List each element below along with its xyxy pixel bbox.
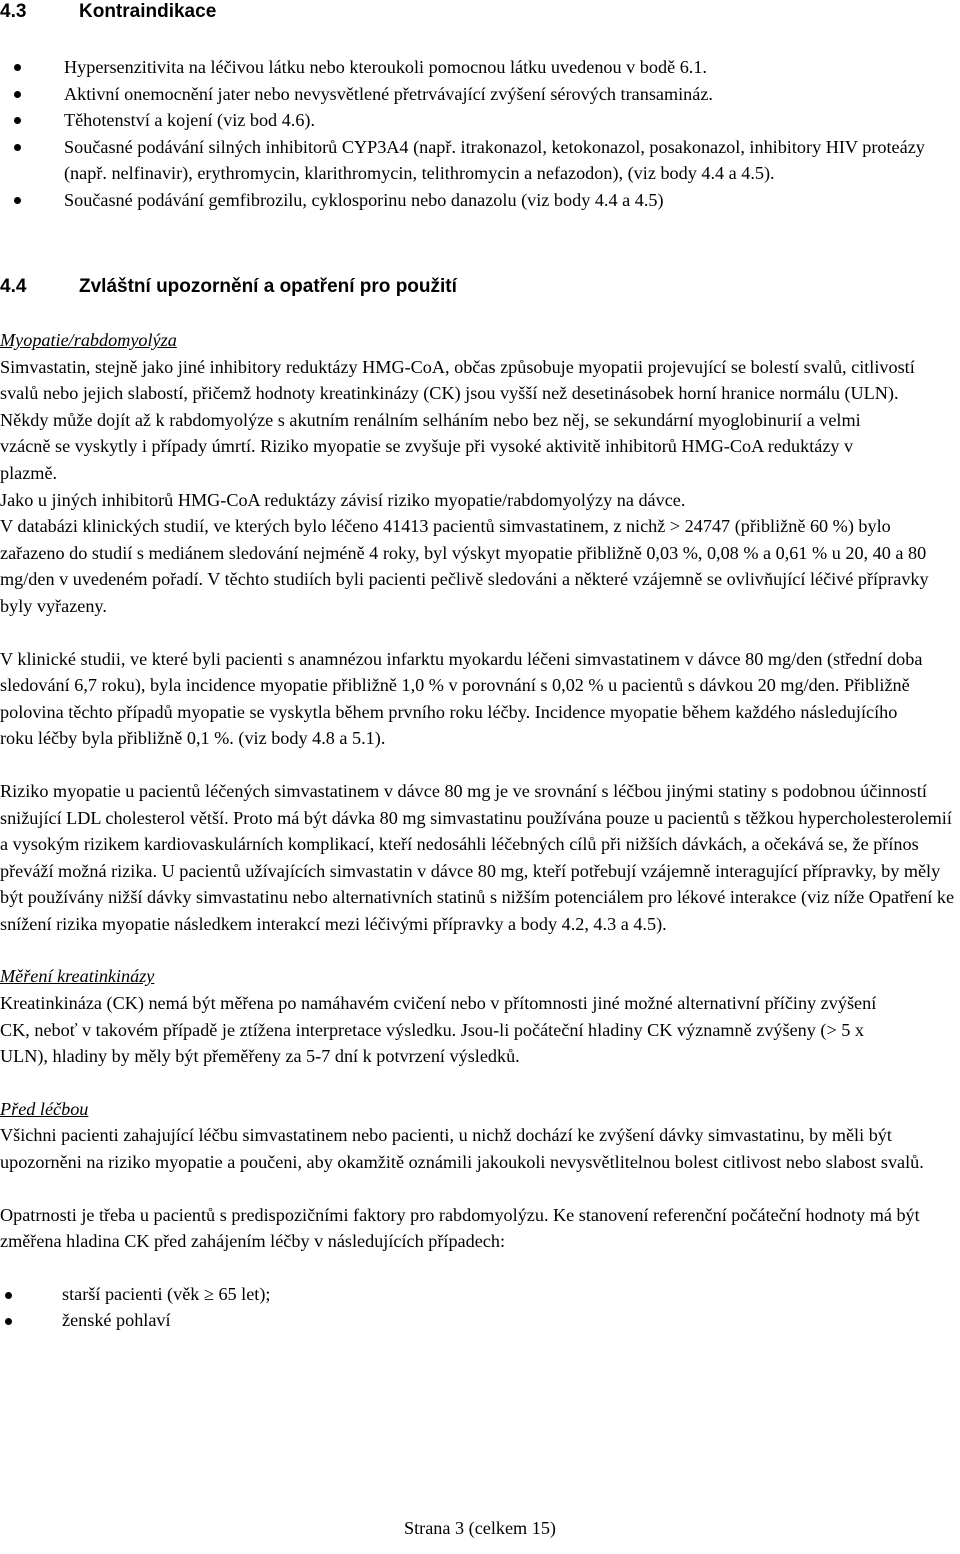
before-treatment-block: [0, 1096, 950, 1334]
paragraph: Opatrnosti je třeba u pacientů s predispozičními faktory pro rabdomyolýzu. Ke stanovení referenční počáteční hodnoty má být změřena hladina CK před zahájením léčby v následujících případech:: [0, 1204, 920, 1252]
risk-factor-list: [0, 1281, 950, 1334]
paragraph: Riziko myopatie u pacientů léčených simvastatinem v dávce 80 mg je ve srovnání s léčbou jinými statiny s podobnou účinností snižující LDL cholesterol větší. Proto má být dávka 80 mg simvastatinu používána pouze u pacientů s těžkou hypercholesterolemií a vysokým rizikem kardiovaskulárních komplikací, kteří nedosáhli léčebných cílů při nižších dávkách, a očekává se, že přínos převáží možná rizika. U pacientů užívajících simvastatin v dávce 80 mg, kteří potřebují vzájemně interagující přípravky, by měly být používány nižší dávky simvastatinu nebo alternativních statinů s nižším potenciálem pro lékové interakce (viz níže Opatření ke snížení rizika myopatie následkem interakcí mezi léčivými přípravky a body 4.2, 4.3 a 4.5).: [0, 780, 955, 934]
list-item: Hypersenzitivita na léčivou látku nebo kteroukoli pomocnou látku uvedenou v bodě 6.1.: [0, 54, 950, 81]
section-heading: [0, 275, 960, 299]
ck-measurement-block: [0, 963, 900, 1069]
section-4-4: [0, 275, 960, 1334]
list-item: Současné podávání silných inhibitorů CYP3A4 (např. itrakonazol, ketokonazol, posakonazol, inhibitory HIV proteázy (např. nelfinavir), erythromycin, klarithromycin, telithromycin a nefazodon), (viz body 4.4 a 4.5).: [0, 134, 950, 187]
paragraph: Kreatinkináza (CK) nemá být měřena po namáhavém cvičení nebo v přítomnosti jiné možné alternativní příčiny zvýšení CK, neboť v takovém případě je ztížena interpretace výsledku. Jsou-li počáteční hladiny CK významně zvýšeny (> 5 x ULN), hladiny by měly být přeměřeny za 5-7 dní k potvrzení výsledků.: [0, 993, 877, 1067]
section-title: Zvláštní upozornění a opatření pro použití: [79, 276, 457, 297]
subheading: Měření kreatinkinázy: [0, 966, 155, 987]
section-4-3: [0, 0, 960, 214]
paragraph: V klinické studii, ve které byli pacienti s anamnézou infarktu myokardu léčeni simvastatinem v dávce 80 mg/den (střední doba sledování 6,7 roku), byla incidence myopatie přibližně 1,0 % v porovnání s 0,02 % u pacientů s dávkou 20 mg/den. Přibližně polovina těchto případů myopatie se vyskytla během prvního roku léčby. Incidence myopatie během každého následujícího roku léčby byla přibližně 0,1 %. (viz body 4.8 a 5.1).: [0, 648, 923, 749]
paragraph: Jako u jiných inhibitorů HMG-CoA reduktázy závisí riziko myopatie/rabdomyolýzy na dávce.: [0, 489, 686, 510]
list-item: starší pacienti (věk ≥ 65 let);: [0, 1281, 950, 1308]
paragraph: V databázi klinických studií, ve kterých bylo léčeno 41413 pacientů simvastatinem, z nichž > 24747 (přibližně 60 %) bylo zařazeno do studií s mediánem sledování nejméně 4 roky, byl výskyt myopatie přibližně 0,03 %, 0,08 % a 0,61 % u 20, 40 a 80 mg/den v uvedeném pořadí. V těchto studiích byli pacienti pečlivě sledováni a některé vzájemně se ovlivňující léčivé přípravky byly vyřazeny.: [0, 516, 929, 616]
myopathy-block: [0, 327, 955, 937]
list-item: ženské pohlaví: [0, 1307, 950, 1334]
section-number: 4.4: [0, 276, 27, 297]
section-heading: [0, 0, 960, 24]
subheading: Myopatie/rabdomyolýza: [0, 330, 177, 350]
section-number: 4.3: [0, 1, 27, 22]
section-title: Kontraindikace: [79, 1, 217, 22]
list-item: Těhotenství a kojení (viz bod 4.6).: [0, 107, 950, 134]
list-item: Aktivní onemocnění jater nebo nevysvětlené přetrvávající zvýšení sérových transamináz.: [0, 81, 950, 108]
paragraph: Někdy může dojít až k rabdomyolýze s akutním renálním selháním nebo bez něj, se sekundární myoglobinurií a velmi vzácně se vyskytly i případy úmrtí. Riziko myopatie se zvyšuje při vysoké aktivitě inhibitorů HMG-CoA reduktázy v plazmě.: [0, 409, 861, 483]
contraindication-list: [0, 54, 950, 214]
subheading: Před léčbou: [0, 1098, 89, 1119]
paragraph: Simvastatin, stejně jako jiné inhibitory reduktázy HMG-CoA, občas způsobuje myopatii projevující se bolestí svalů, citlivostí svalů nebo jejich slabostí, přičemž hodnoty kreatinkinázy (CK) jsou vyšší než desetinásobek horní hranice normálu (ULN).: [0, 356, 915, 404]
page-footer: Strana 3 (celkem 15): [403, 1518, 556, 1538]
paragraph: Všichni pacienti zahajující léčbu simvastatinem nebo pacienti, u nichž dochází ke zvýšení dávky simvastatinu, by měli být upozorněni na riziko myopatie a poučeni, aby okamžitě oznámili jakoukoli nevysvětlitelnou bolest citlivost nebo slabost svalů.: [0, 1125, 924, 1173]
list-item: Současné podávání gemfibrozilu, cyklosporinu nebo danazolu (viz body 4.4 a 4.5): [0, 187, 950, 214]
